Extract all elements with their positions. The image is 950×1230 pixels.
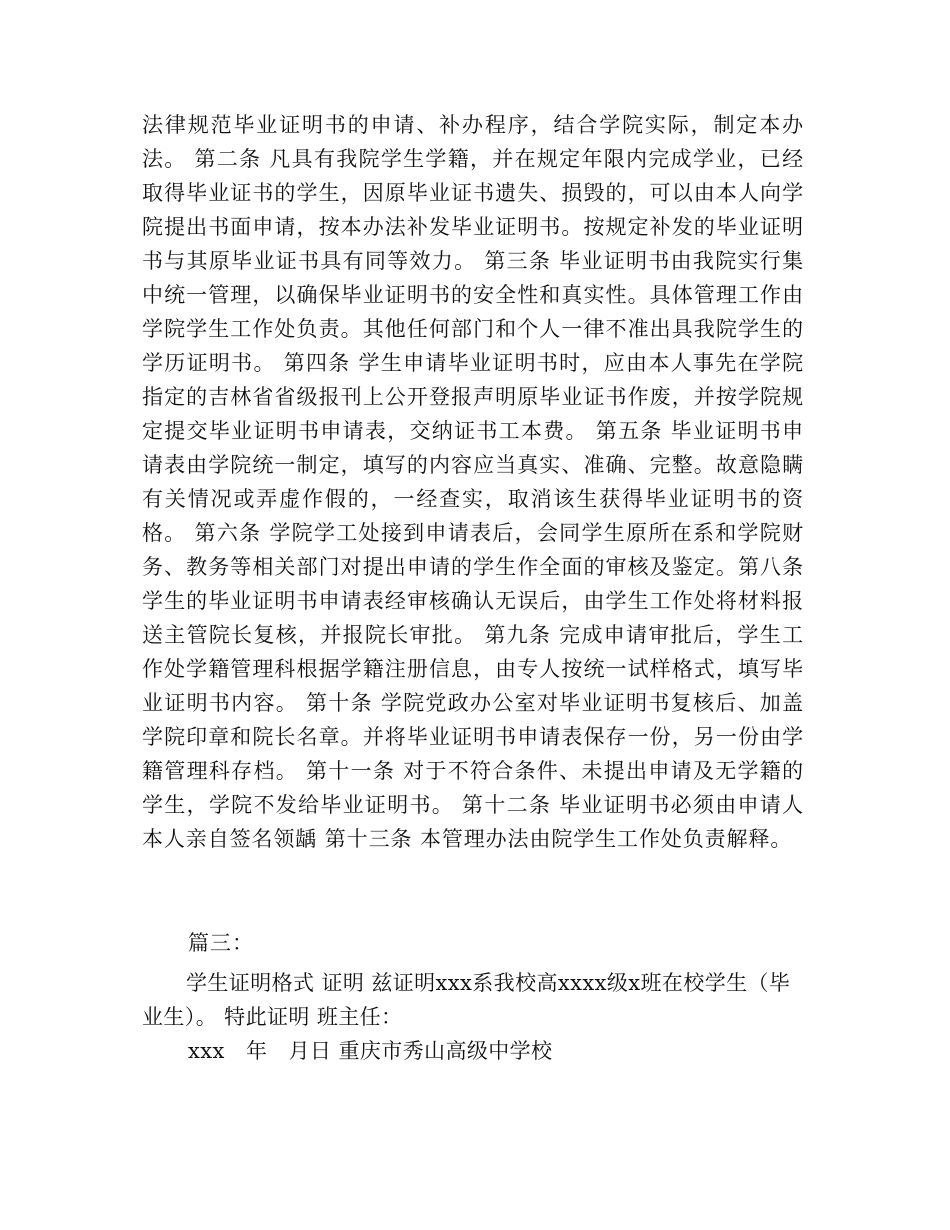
certificate-template-paragraph: 学生证明格式 证明 兹证明xxx系我校高xxxx级x班在校学生（毕业生）。 特此证明 班主任： (142, 971, 791, 1029)
regulation-paragraph: 法律规范毕业证明书的申请、补办程序，结合学院实际，制定本办法。 第二条 凡具有我院学生学籍，并在规定年限内完成学业，已经取得毕业证书的学生，因原毕业证书遗失、损毁的，可以由本人向学院提出书面申请，按本办法补发毕业证明书。按规定补发的毕业证明书与其原毕业证书具有同等效力。 第三条 毕业证明书由我院实行集中统一管理，以确保毕业证明书的安全性和真实性。具体管理工作由学院学生工作处负责。其他任何部门和个人一律不准出具我院学生的学历证明书。 第四条 学生申请毕业证明书时，应由本人事先在学院指定的吉林省省级报刊上公开登报声明原毕业证书作废，并按学院规定提交毕业证明书申请表，交纳证书工本费。 第五条 毕业证明书申请表由学院统一制定，填写的内容应当真实、准确、完整。故意隐瞒有关情况或弄虚作假的，一经查实，取消该生获得毕业证明书的资格。 第六条 学院学工处接到申请表后，会同学生原所在系和学院财务、教务等相关部门对提出申请的学生作全面的审核及鉴定。第八条 学生的毕业证明书申请表经审核确认无误后，由学生工作处将材料报送主管院长复核，并报院长审批。 第九条 完成申请审批后，学生工作处学籍管理科根据学籍注册信息，由专人按统一试样格式，填写毕业证明书内容。 第十条 学院党政办公室对毕业证明书复核后、加盖学院印章和院长名章。并将毕业证明书申请表保存一份，另一份由学籍管理科存档。 第十一条 对于不符合条件、未提出申请及无学籍的学生，学院不发给毕业证明书。 第十二条 毕业证明书必须由申请人本人亲自签名领龋 第十三条 本管理办法由院学生工作处负责解释。 (142, 113, 804, 851)
section-heading: 篇三： (188, 931, 254, 955)
signature-date-line: xxx 年 月日 重庆市秀山高级中学校 (188, 1039, 553, 1063)
